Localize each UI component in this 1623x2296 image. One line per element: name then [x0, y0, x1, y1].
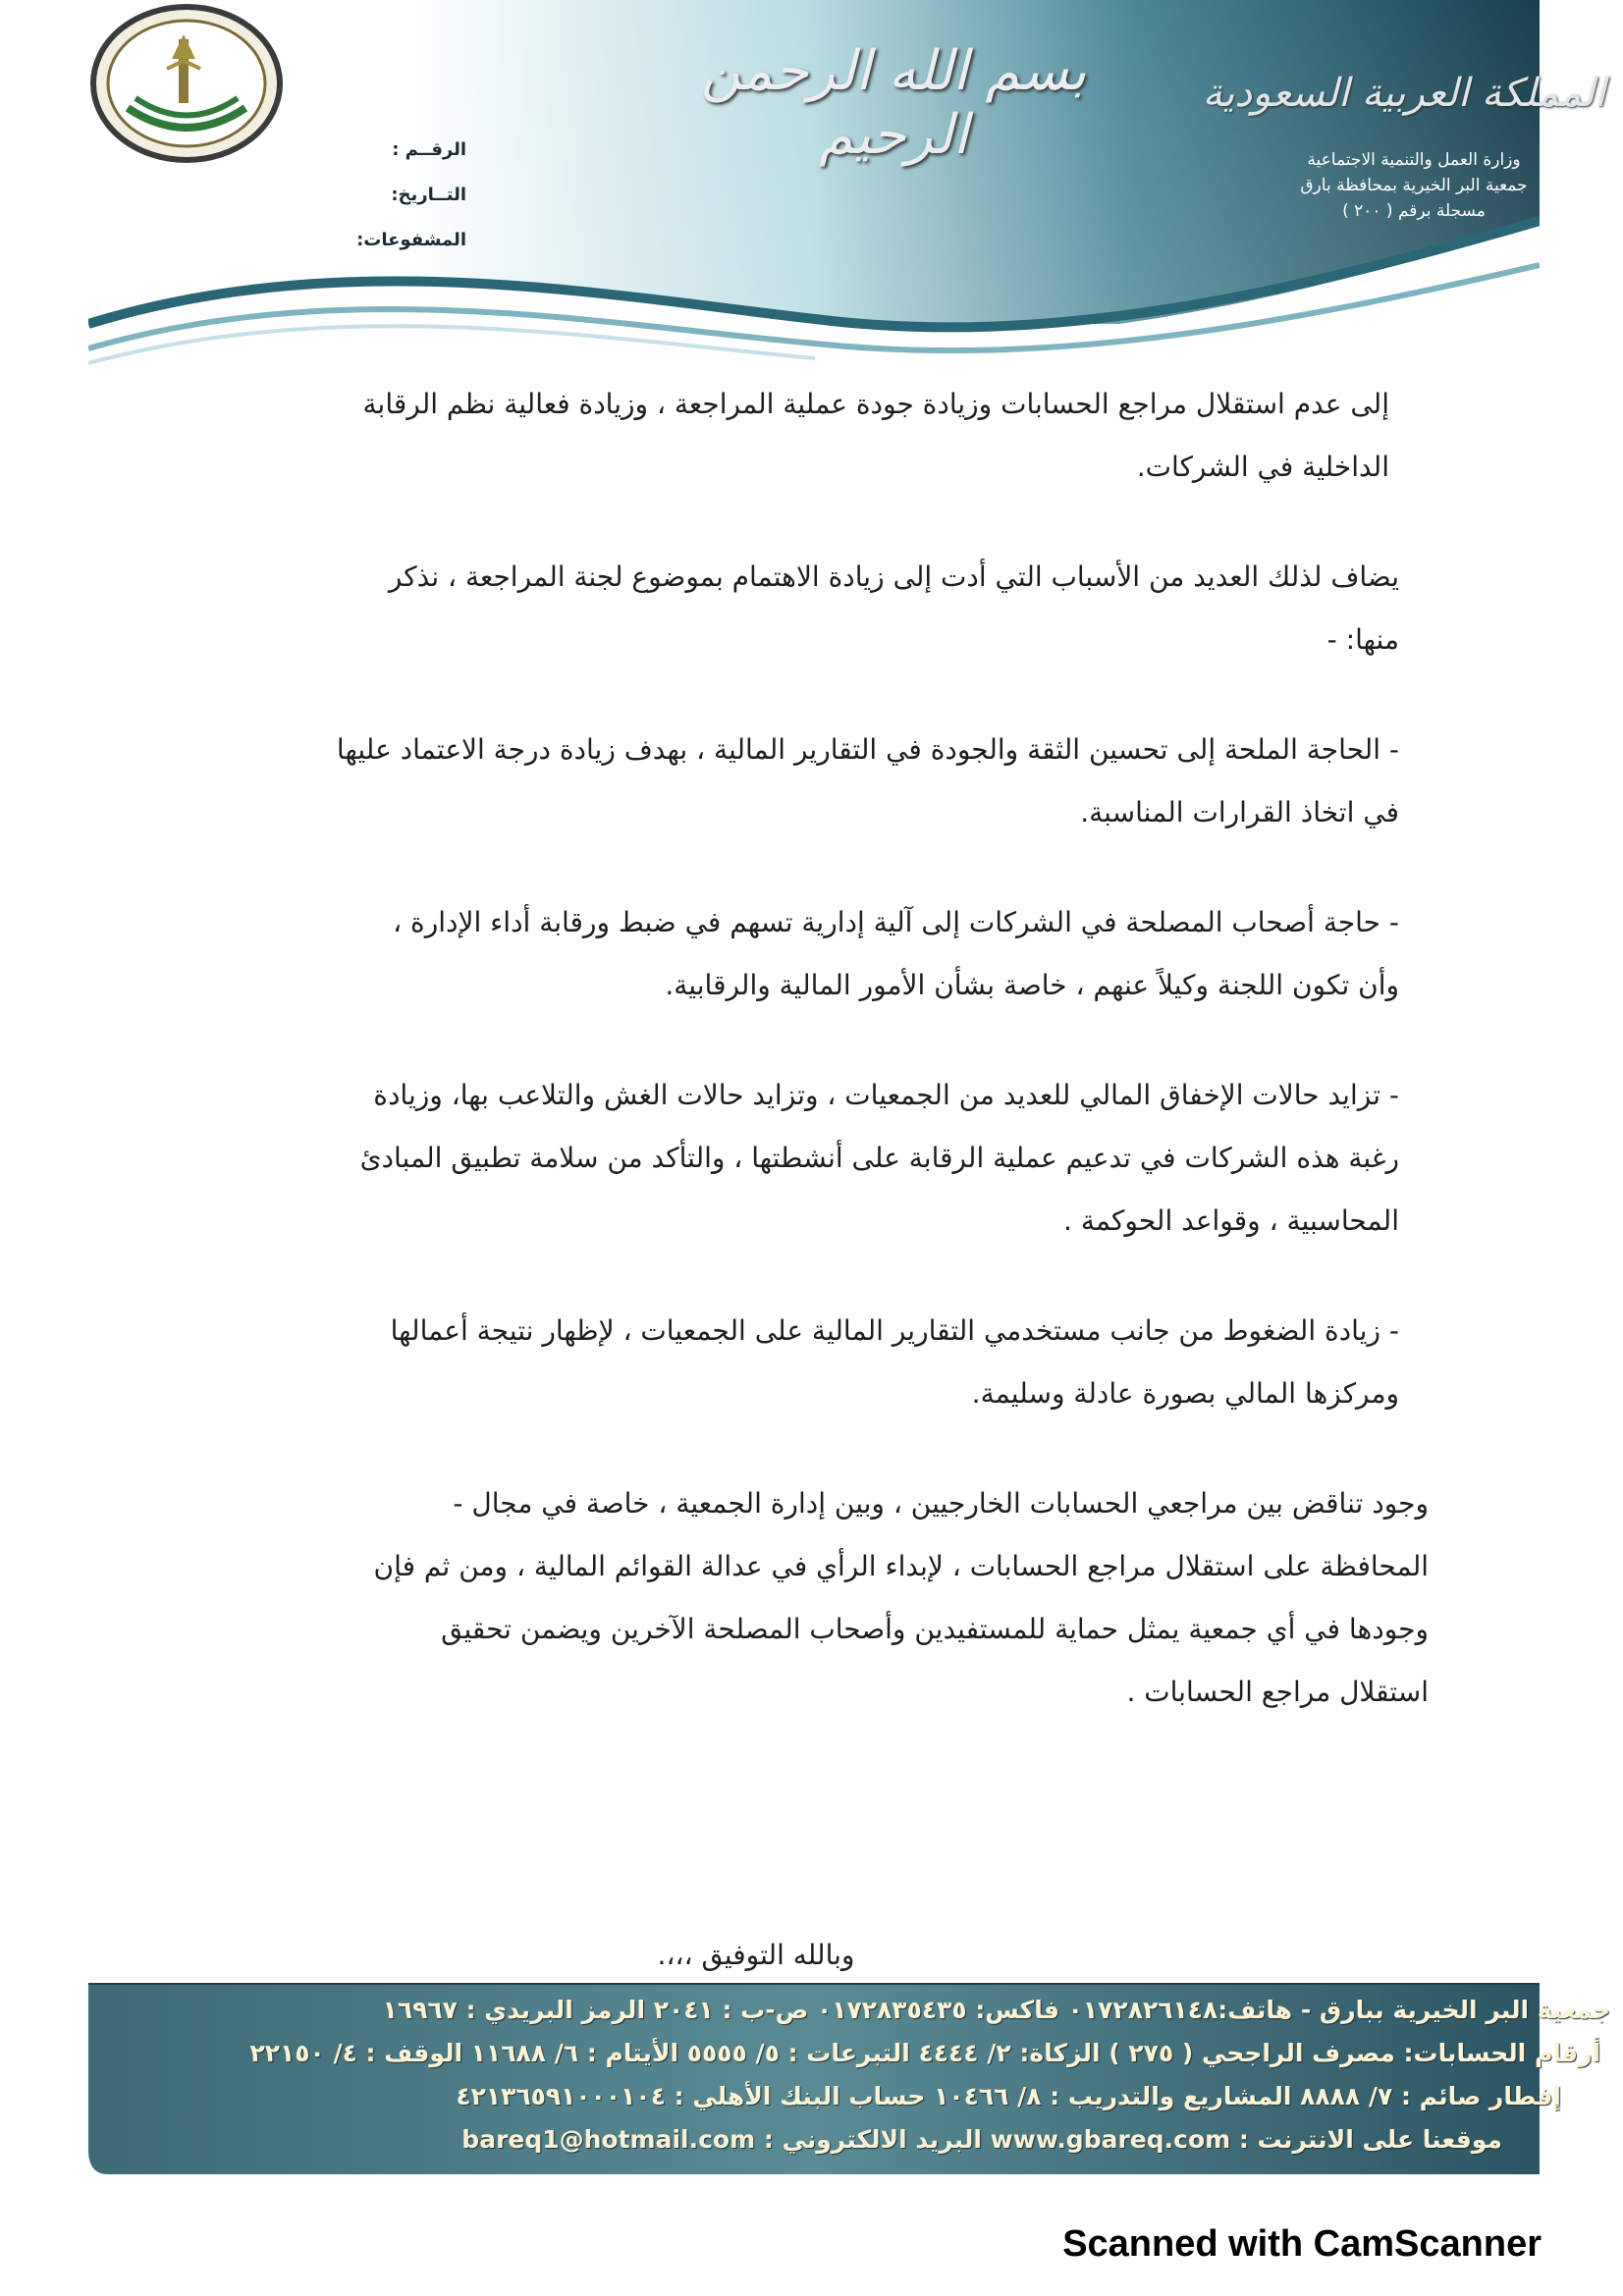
text-line: وجودها في أي جمعية يمثل حماية للمستفيدين وأصحاب المصلحة الآخرين ويضمن تحقيق [441, 1613, 1429, 1645]
text-line: وأن تكون اللجنة وكيلاً عنهم ، خاصة بشأن الأمور المالية والرقابية. [665, 969, 1399, 1001]
bismillah-text: بسم الله الرحمن الرحيم [700, 39, 1087, 167]
text-line: المحاسبية ، وقواعد الحوكمة . [1063, 1204, 1399, 1237]
text-line: - زيادة الضغوط من جانب مستخدمي التقارير المالية على الجمعيات ، لإظهار نتيجة أعمالها [390, 1314, 1399, 1347]
scanner-watermark: Scanned with CamScanner [1062, 2223, 1542, 2265]
reference-fields [353, 128, 466, 263]
letterhead [88, 0, 1606, 393]
footer-contact-info [249, 1989, 1610, 2162]
footer-web-line: موقعنا على الانترنت : www.gbareq.com البريد الالكتروني : bareq1@hotmail.com [461, 2125, 1502, 2154]
paragraph-4 [147, 891, 1399, 1017]
text-line: - تزايد حالات الإخفاق المالي للعديد من الجمعيات ، وتزايد حالات الغش والتلاعب بها، وزيادة [373, 1079, 1399, 1111]
paragraph-7 [147, 1472, 1429, 1724]
society-name: جمعية البر الخيرية بمحافظة بارق [1300, 176, 1528, 195]
text-line: في اتخاذ القرارات المناسبة. [1080, 796, 1399, 828]
text-line: وجود تناقض بين مراجعي الحسابات الخارجيين ، وبين إدارة الجمعية ، خاصة في مجال - [453, 1487, 1429, 1520]
footer-accounts-line: أرقام الحسابات: مصرف الراجحي ( ٢٧٥ ) الزكاة: ٢/ ٤٤٤٤ التبرعات : ٥/ ٥٥٥٥ الأيتام : ٦/ ١١٦٨٨ الوقف : ٤/ ٢٢١٥٠ [249, 2039, 1600, 2067]
footer-phone-line: جمعية البر الخيرية ببارق - هاتف:٠١٧٢٨٢٦١٤٨ فاكس: ٠١٧٢٨٣٥٤٣٥ ص-ب : ٢٠٤١ الرمز البريدي : ١٦٩٦٧ [382, 1996, 1610, 2024]
paragraph-6 [147, 1300, 1399, 1425]
letterhead-footer [88, 1983, 1610, 2174]
closing-line: وبالله التوفيق ،،،. [657, 1939, 855, 1971]
number-label: الرقــم : [392, 139, 466, 160]
text-line: رغبة هذه الشركات في تدعيم عملية الرقابة على أنشطتها ، والتأكد من سلامة تطبيق المبادئ [359, 1142, 1399, 1174]
registration-number: مسجلة برقم ( ٢٠٠ ) [1342, 201, 1486, 221]
kingdom-title: المملكة العربية السعودية [1202, 71, 1606, 116]
date-label: التــاريخ: [391, 185, 466, 205]
letter-body [147, 373, 1429, 1771]
paragraph-1 [147, 373, 1389, 499]
ministry-name: وزارة العمل والتنمية الاجتماعية [1307, 150, 1521, 170]
text-line: - حاجة أصحاب المصلحة في الشركات إلى آلية إدارية تسهم في ضبط ورقابة أداء الإدارة ، [393, 906, 1399, 938]
text-line: - الحاجة الملحة إلى تحسين الثقة والجودة في التقارير المالية ، بهدف زيادة درجة الاعتماد عليها [336, 733, 1399, 766]
society-logo [88, 0, 285, 167]
organization-details [1208, 147, 1620, 224]
paragraph-5 [147, 1064, 1399, 1253]
footer-bank-line: إفطار صائم : ٧/ ٨٨٨٨ المشاريع والتدريب : ٨/ ١٠٤٦٦ حساب البنك الأهلي : ٤٢١٣٦٥٩١٠٠٠١٠٤ [456, 2082, 1561, 2110]
text-line: إلى عدم استقلال مراجع الحسابات وزيادة جودة عملية المراجعة ، وزيادة فعالية نظم الرقابة [362, 388, 1389, 420]
attachments-label: المشفوعات: [356, 230, 466, 250]
text-line: منها: - [1326, 623, 1399, 656]
text-line: الداخلية في الشركات. [1136, 451, 1389, 483]
text-line: المحافظة على استقلال مراجع الحسابات ، لإبداء الرأي في عدالة القوائم المالية ، ومن ثم فإن [373, 1550, 1429, 1582]
text-line: استقلال مراجع الحسابات . [1126, 1676, 1429, 1708]
text-line: يضاف لذلك العديد من الأسباب التي أدت إلى زيادة الاهتمام بموضوع لجنة المراجعة ، نذكر [388, 561, 1399, 593]
paragraph-3 [147, 719, 1399, 844]
text-line: ومركزها المالي بصورة عادلة وسليمة. [971, 1377, 1399, 1410]
paragraph-2 [147, 546, 1399, 671]
